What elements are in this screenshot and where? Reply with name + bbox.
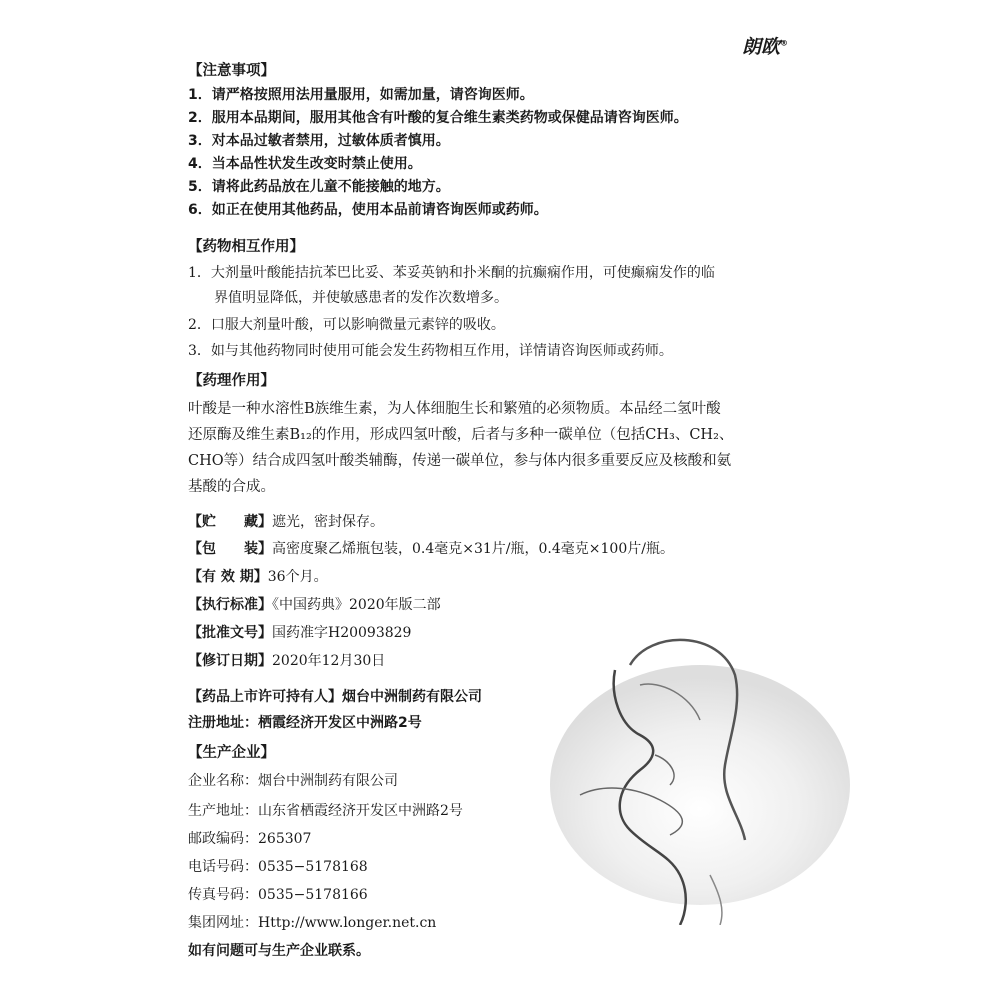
validity-label: 【有 效 期】 [188,569,268,585]
standard-label: 【执行标准】 [188,597,272,613]
package-label: 【包 装】 [188,541,272,557]
standard-value: 《中国药典》2020年版二部 [272,597,441,613]
manufacturer-name-label: 企业名称： [188,773,258,789]
manufacturer-header: 【生产企业】 [188,745,275,761]
precaution-item: 3．对本品过敏者禁用，过敏体质者慎用。 [188,133,450,149]
storage-label: 【贮 藏】 [188,514,272,530]
precaution-item: 6．如正在使用其他药品，使用本品前请咨询医师或药师。 [188,202,548,218]
package-row [188,538,674,560]
website-label: 集团网址： [188,915,258,931]
pharmacology-text: 还原酶及维生素B₁₂的作用，形成四氢叶酸，后者与多种一碳单位（包括CH₃、CH₂、 [188,427,734,443]
pharmacology-header: 【药理作用】 [188,373,275,389]
revision-row [188,650,385,672]
manufacturer-address-row [188,800,463,822]
phone-value: 0535−5178168 [258,859,368,875]
interactions-header: 【药物相互作用】 [188,239,304,255]
precautions-header: 【注意事项】 [188,63,275,79]
manufacturer-name: 烟台中洲制药有限公司 [258,773,398,789]
manufacturer-name-row [188,770,398,792]
holder-label: 【药品上市许可持有人】 [188,689,342,705]
brand-logo: 朗欧® [742,36,789,58]
pharmacology-text: CHO等）结合成四氢叶酸类辅酶，传递一碳单位，参与体内很多重要反应及核酸和氨 [188,453,732,469]
fax-row [188,884,368,906]
approval-row [188,622,411,644]
holder-address: 注册地址：栖霞经济开发区中洲路2号 [188,715,422,731]
phone-row [188,856,368,878]
website-row [188,912,436,934]
validity-row [188,566,328,588]
precaution-item: 1．请严格按照用法用量服用，如需加量，请咨询医师。 [188,87,534,103]
holder-row [188,686,482,708]
pharmacology-text: 基酸的合成。 [188,479,275,495]
website-value: Http://www.longer.net.cn [258,915,437,931]
fax-label: 传真号码： [188,887,258,903]
interaction-item-continued: 界值明显降低，并使敏感患者的发作次数增多。 [214,290,508,306]
package-value: 高密度聚乙烯瓶包装，0.4毫克×31片/瓶，0.4毫克×100片/瓶。 [272,541,674,557]
pharmacology-text: 叶酸是一种水溶性B族维生素，为人体细胞生长和繁殖的必须物质。本品经二氢叶酸 [188,401,721,417]
phone-label: 电话号码： [188,859,258,875]
contact-note: 如有问题可与生产企业联系。 [188,943,370,959]
interaction-item: 1．大剂量叶酸能拮抗苯巴比妥、苯妥英钠和扑米酮的抗癫痫作用，可使癫痫发作的临 [188,265,715,281]
manufacturer-address-label: 生产地址： [188,803,258,819]
standard-row [188,594,441,616]
precaution-item: 4．当本品性状发生改变时禁止使用。 [188,156,422,172]
storage-value: 遮光，密封保存。 [272,514,384,530]
validity-value: 36个月。 [267,569,328,585]
revision-label: 【修订日期】 [188,653,272,669]
postal-row [188,828,311,850]
interaction-item: 2．口服大剂量叶酸，可以影响微量元素锌的吸收。 [188,317,505,333]
pregnant-woman-illustration [520,625,850,925]
holder-value: 烟台中洲制药有限公司 [342,689,482,705]
precaution-item: 5．请将此药品放在儿童不能接触的地方。 [188,179,450,195]
fax-value: 0535−5178166 [258,887,368,903]
postal-label: 邮政编码： [188,831,258,847]
approval-value: 国药准字H20093829 [272,625,412,641]
revision-value: 2020年12月30日 [272,653,386,669]
storage-row [188,511,384,533]
manufacturer-address: 山东省栖霞经济开发区中洲路2号 [258,803,463,819]
approval-label: 【批准文号】 [188,625,272,641]
postal-value: 265307 [258,831,312,847]
precaution-item: 2．服用本品期间，服用其他含有叶酸的复合维生素类药物或保健品请咨询医师。 [188,110,688,126]
interaction-item: 3．如与其他药物同时使用可能会发生药物相互作用，详情请咨询医师或药师。 [188,343,673,359]
